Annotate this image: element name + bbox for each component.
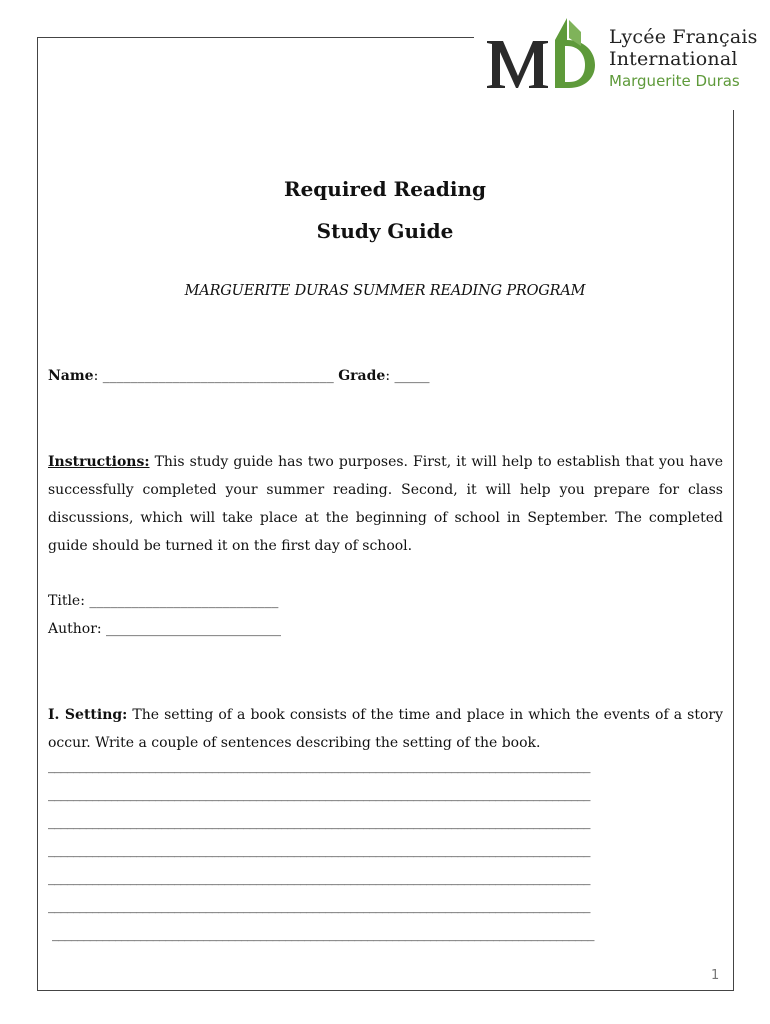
page-border-top: [37, 37, 474, 38]
logo-line-3: Marguerite Duras: [609, 72, 740, 90]
md-monogram-logo: [485, 16, 600, 96]
setting-answer-lines: [48, 758, 698, 954]
answer-line[interactable]: ______________________________________________________________________________________: [48, 898, 590, 914]
answer-line[interactable]: ______________________________________________________________________________________: [48, 814, 590, 830]
grade-field[interactable]: : _____: [385, 368, 430, 384]
answer-line[interactable]: ______________________________________________________________________________________: [48, 870, 590, 886]
document-subtitle: Study Guide: [316, 219, 454, 243]
answer-line[interactable]: ______________________________________________________________________________________: [52, 926, 594, 942]
instructions-paragraph: [48, 448, 723, 560]
page-border-bottom: [37, 990, 734, 991]
logo-line-1: Lycée Français: [609, 26, 758, 48]
name-field[interactable]: : _________________________________: [93, 368, 334, 384]
setting-text: The setting of a book consists of the time and place in which the events of a story occur. Write a couple of sentences describing the setting of the book.: [48, 707, 723, 751]
name-grade-row: [48, 368, 430, 384]
grade-label: Grade: [338, 368, 386, 384]
setting-label: I. Setting:: [48, 707, 128, 723]
instructions-text: This study guide has two purposes. First, it will help to establish that you have successfully completed your summer reading. Second, it will help you prepare for class discussions, which will take place at the beginning of school in September. The completed guide should be turned it on the first day of school.: [48, 454, 723, 554]
logo-wordmark: [609, 26, 759, 91]
name-label: Name: [48, 368, 94, 384]
answer-line[interactable]: ______________________________________________________________________________________: [48, 758, 590, 774]
document-title: Required Reading: [283, 177, 487, 201]
program-name: MARGUERITE DURAS SUMMER READING PROGRAM: [184, 283, 586, 299]
logo-line-2: International: [609, 48, 738, 70]
answer-line[interactable]: ______________________________________________________________________________________: [48, 842, 590, 858]
book-author-field[interactable]: Author: _________________________: [48, 621, 282, 637]
school-logo: [485, 16, 758, 96]
book-title-field[interactable]: Title: ___________________________: [48, 593, 279, 609]
answer-line[interactable]: ______________________________________________________________________________________: [48, 786, 590, 802]
page-number: 1: [711, 968, 720, 983]
setting-question: [48, 701, 723, 757]
instructions-label: Instructions:: [48, 454, 150, 470]
